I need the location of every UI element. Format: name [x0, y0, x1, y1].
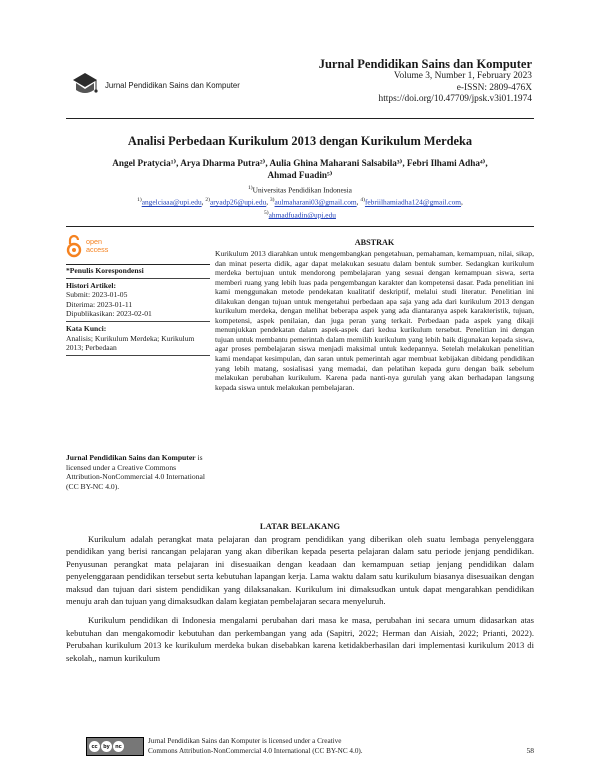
email-link[interactable]: aryadp26@upi.edu — [209, 197, 267, 207]
journal-logo-icon — [70, 71, 100, 99]
affiliation-block: $^{1)}$Universitas Pendidikan Indonesia $^{1)}$angelciaaa@upi.edu, $^{2)}$aryadp26@upi.edu, $^{3)}$aulmaharani03@gmail.com, $^{4)}$febriilhamiadha124@gmail.com, $^{5)}$ahmadfuadin@upi.edu — [66, 183, 534, 220]
article-title: Analisi Perbedaan Kurikulum 2013 dengan Kurikulum Merdeka — [127, 134, 473, 148]
license-journal: Jurnal Pendidikan Sains dan Komputer — [66, 453, 196, 462]
author-emails: $^{1)}$angelciaaa@upi.edu, $^{2)}$aryadp26@upi.edu, $^{3)}$aulmaharani03@gmail.com, $^{4)}$febriilhamiadha124@gmail.com, — [137, 197, 463, 207]
license-notice — [66, 453, 210, 491]
access-label: access — [86, 245, 109, 254]
keywords-label: Kata Kunci: — [66, 323, 107, 333]
sidebar-rule — [66, 264, 210, 265]
submit-date: Submit: 2023-01-05 — [66, 290, 128, 300]
journal-issn: e-ISSN: 2809-476X — [456, 82, 532, 93]
article-info — [66, 266, 210, 358]
authors-line-1: Angel Pratycia¹⁾, Arya Dharma Putra²⁾, Aulia Ghina Maharani Salsabila³⁾, Febri Ilhami Adha⁴⁾, — [112, 158, 488, 168]
by-icon: by — [101, 741, 112, 752]
email-link[interactable]: angelciaaa@upi.edu — [141, 197, 202, 207]
section-rule — [66, 226, 534, 227]
paragraph: Kurikulum pendidikan di Indonesia mengalami perubahan dari masa ke masa, perubahan ini secara umum didasarkan atas kebutuhan dan mengakomodir kebutuhan dan perkembangan yang ada (Sapitri, 2022; Herman dan Aisiah, 2022; Prianti, 2022). Perubahan kurikulum 2013 ke kurikulum merdeka bukan disebabkan karena ketidakberhasilan dari implementasi kurikulum 2013 di sekolah,, namun kurikulum — [66, 615, 534, 663]
journal-volume: Volume 3, Number 1, February 2023 — [393, 71, 532, 81]
abstract-heading: ABSTRAK — [354, 238, 395, 247]
authors-line-2: Ahmad Fuadin⁵⁾ — [267, 170, 333, 180]
cc-license-badge[interactable] — [86, 737, 144, 756]
authors — [66, 157, 534, 181]
corresponding-label: *Penulis Korespondensi — [66, 266, 144, 275]
journal-title: Jurnal Pendidikan Sains dan Komputer — [318, 57, 532, 71]
footer-line-2: Commons Attribution-NonCommercial 4.0 International (CC BY-NC 4.0). — [148, 747, 363, 755]
email-link[interactable]: aulmaharani03@gmail.com — [274, 197, 357, 207]
section-heading: LATAR BELAKANG — [259, 521, 341, 531]
header-rule — [66, 118, 534, 119]
paragraph: Kurikulum adalah perangkat mata pelajaran dan program pendidikan yang diberikan oleh suatu lembaga penyelenggara pendidikan yang berisi rancangan pelajaran yang akan diberikan kepada peserta pelajaran dalam satu periode jenjang pendidikan. Penyusunan perangkat mata pelajaran ini disesuaikan dengan keadaan dan kemampuan setiap jenjang pendidikan dalam penyelenggaraan pendidikan tersebut serta kebutuhan lapangan kerja. Lama waktu dalam satu kurikulum biasanya disesuaikan dengan maksud dan tujuan dari sistem pendidikan yang dilaksanakan. Kurikulum ini dimaksudkan untuk dapat mengarahkan pendidikan menuju arah dan tujuan yang dimaksudkan dalam kegiatan pembelajaran secara menyeluruh. — [66, 534, 534, 607]
cc-icon: cc — [89, 741, 100, 752]
email-link[interactable]: febriilhamiadha124@gmail.com — [364, 197, 462, 207]
history-label: Histori Artikel: — [66, 280, 116, 290]
journal-doi[interactable]: https://doi.org/10.47709/jpsk.v3i01.1974 — [378, 94, 532, 104]
logo-text: Jurnal Pendidikan Sains dan Komputer — [105, 80, 240, 90]
abstract-text: Kurikulum 2013 diarahkan untuk mengembangkan pengetahuan, pemahaman, kemampuan, nilai, sikap, dan minat peserta didik, agar dapat melakukan sesuatu dalam bentuk sumber. Sedangkan kurikulum merdeka bertujuan untuk mendorong pembelajaran yang sesuai dengan kemampuan siswa, serta memberi ruang yang lebih luas pada pengembangan karakter dan kompetensi dasar. Pada penelitian ini kami menggunakan metode pendekatan kualitatif deskriptif, melalui studi literatur. Penelitian ini dilakukan dengan tujuan untuk mengetahui perbedaan apa saja yang ada dari kurikulum 2013 dengan kurikulum merdeka, dengan melihat beberapa aspek yang ada diantaranya aspek karakteristik, tujuan, kompetensi, aspek penilaian, dan juga peran yang terkait. Perbedaan pada aspek yang dikaji menunjukkan pendekatan dalam aspek-aspek dari kedua kurikulum tersebut. Penelitian ini dengan tujuan untuk membantu pemerintah dalam memilih kurikulum yang lebih baik digunakan kepada siswa, agar proses pembelajaran siswa menjadi maksimal untuk kedepannya. Setelah melakukan penelitian kami mendapat kesimpulan, dan saran untuk pemerintah agar membuat kebijakan dibidang pendidikan yang lebih matang, sosialisasi yang memadai, dan pelatihan kepada guru dengan baik sebelum melakukan perubahan kurikulum. Karena pada nanti-nya gurulah yang akan berhadapan langsung kepada siswa untuk melakukan pembelajaran. — [215, 249, 534, 392]
keywords: Analisis; Kurikulum Merdeka; Kurikulum 2013; Perbedaan — [66, 333, 195, 353]
email-link[interactable]: ahmadfuadin@upi.edu — [268, 210, 336, 220]
open-access-badge — [66, 234, 108, 258]
footer-line-1: Jurnal Pendidikan Sains dan Komputer is licensed under a Creative — [148, 737, 342, 745]
nc-icon: nc — [113, 741, 124, 752]
journal-logo — [70, 71, 240, 99]
open-label: open — [86, 237, 102, 246]
journal-header — [319, 57, 532, 106]
page-number: 58 — [526, 746, 534, 755]
affiliation: $^{1)}$Universitas Pendidikan Indonesia — [248, 185, 352, 195]
open-access-icon — [66, 234, 82, 258]
body-text — [66, 533, 534, 671]
footer-license — [148, 736, 363, 756]
accepted-date: Diterima: 2023-01-11 — [66, 299, 133, 309]
published-date: Dipublikasikan: 2023-02-01 — [66, 309, 152, 319]
license-text: is licensed under a Creative Commons Attribution-NonCommercial 4.0 International (CC BY-NC 4.0). — [66, 453, 205, 491]
